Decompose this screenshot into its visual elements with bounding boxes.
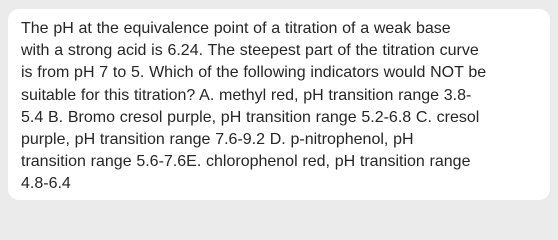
question-line: with a strong acid is 6.24. The steepest part of the titration curve (21, 42, 479, 60)
question-line: 4.8-6.4 (21, 175, 71, 193)
question-line: 5.4 B. Bromo cresol purple, pH transition range 5.2-6.8 C. cresol (21, 108, 480, 126)
question-card (8, 9, 550, 200)
question-line: transition range 5.6-7.6E. chlorophenol red, pH transition range (21, 153, 471, 171)
question-text (21, 18, 549, 196)
question-line: suitable for this titration? A. methyl red, pH transition range 3.8- (21, 86, 472, 104)
question-line: purple, pH transition range 7.6-9.2 D. p-nitrophenol, pH (21, 131, 414, 149)
question-line: is from pH 7 to 5. Which of the following indicators would NOT be (21, 64, 487, 82)
question-line: The pH at the equivalence point of a titration of a weak base (21, 20, 451, 37)
